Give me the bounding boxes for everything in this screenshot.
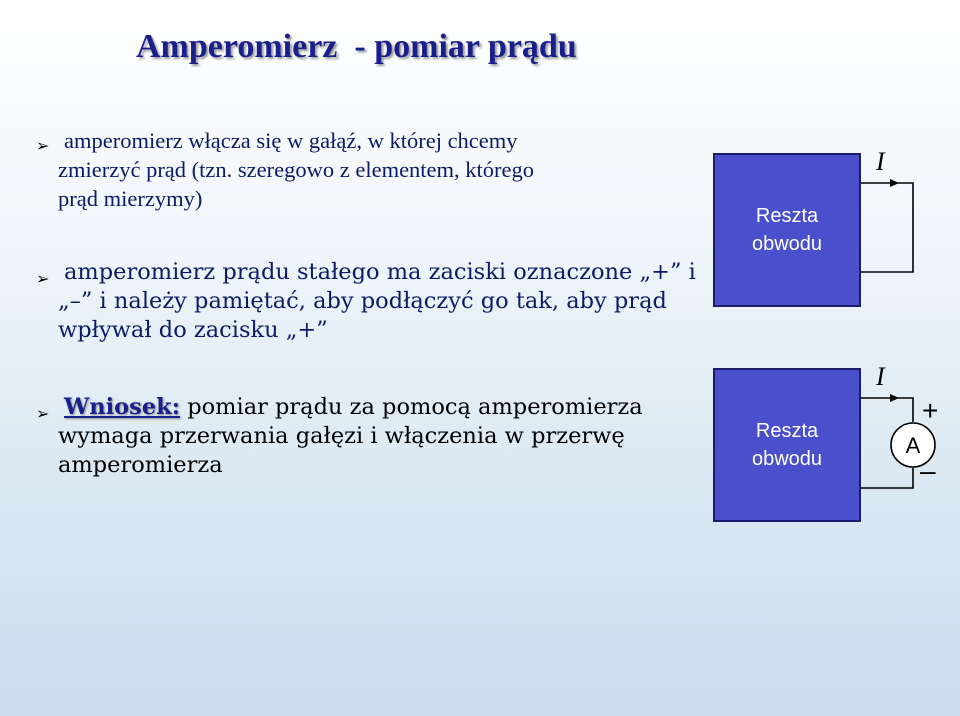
arrowhead-bullet-icon: ➢ [36,136,50,155]
conclusion-text: pomiar prądu za pomocą amperomierza [180,394,643,420]
bullet-line: amperomierz prądu stałego ma zaciski oznaczone „+” i [64,259,696,285]
box-label-line: obwodu [751,233,823,255]
bullet-line: amperomierz włącza się w gałąź, w której chcemy [64,128,518,153]
arrowhead-bullet-icon: ➢ [36,404,50,423]
rest-of-circuit-box [713,368,861,522]
box-label-line: Reszta [755,420,819,442]
circuit1-wires [857,183,913,272]
bullet-line: wpływał do zacisku „+” [58,317,328,343]
circuit2-current-label: I [876,362,885,391]
current-arrow-icon [890,394,899,402]
bullet-line: amperomierza [58,452,223,478]
box-label-line: Reszta [755,205,819,227]
slide-title: Amperomierz - pomiar prądu [136,28,577,65]
arrowhead-bullet-icon: ➢ [36,269,50,288]
bullet-line: prąd mierzymy) [58,186,203,211]
current-arrow-icon [890,179,899,187]
ammeter-minus-terminal: – [920,455,936,486]
box-label-line: obwodu [751,448,823,470]
bullet-line: zmierzyć prąd (tzn. szeregowo z elementem, którego [58,157,535,182]
ammeter-plus-terminal: + [922,395,939,426]
bullet-line: wymaga przerwania gałęzi i włączenia w przerwę [58,423,625,449]
ammeter-label: A [905,433,921,458]
conclusion-label: Wniosek: [64,394,181,420]
circuit1-current-label: I [876,147,885,176]
rest-of-circuit-box [713,153,861,307]
bullet-line: „–” i należy pamiętać, aby podłączyć go tak, aby prąd [58,288,667,314]
